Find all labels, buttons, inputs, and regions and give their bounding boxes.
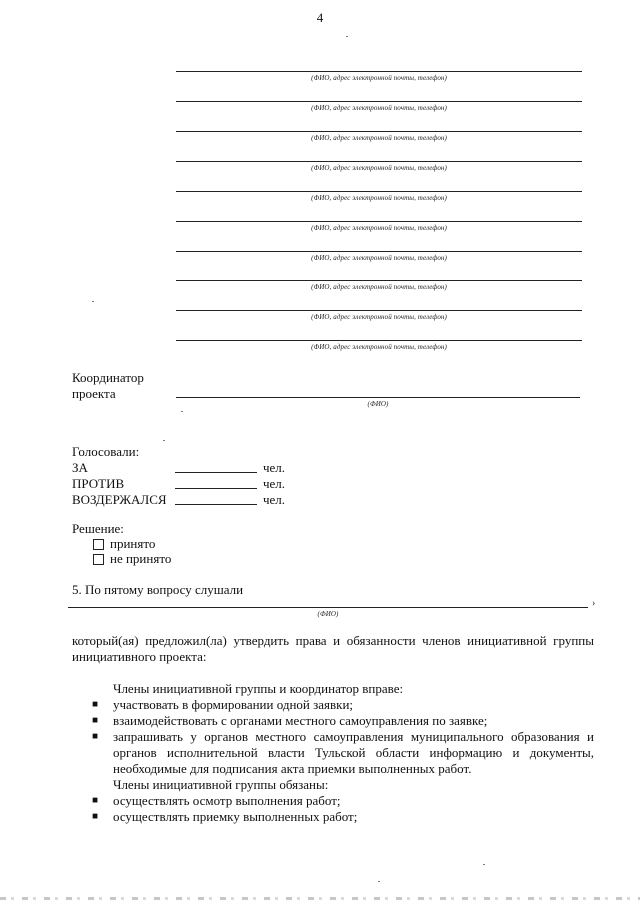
bullet-icon: ■	[92, 811, 99, 822]
vote-count-line	[175, 504, 257, 505]
signature-line	[176, 71, 582, 72]
decision-title: Решение:	[72, 521, 124, 536]
signature-caption: (ФИО, адрес электронной почты, телефон)	[311, 343, 447, 351]
rights-item: участвовать в формировании одной заявки;	[113, 697, 354, 712]
vote-label-against: ПРОТИВ	[72, 476, 125, 491]
rights-title: Члены инициативной группы и координатор вправе:	[113, 681, 404, 696]
scan-speck	[483, 864, 485, 865]
signature-line	[176, 191, 582, 192]
checkbox-accepted[interactable]	[93, 539, 104, 550]
item5-line	[68, 607, 588, 608]
vote-unit: чел.	[263, 460, 286, 475]
scan-speck	[92, 301, 94, 302]
voting-title: Голосовали:	[72, 444, 140, 459]
rights-item: запрашивать у органов местного самоуправления муниципального образования и органов исполнительной власти Тульской области информацию и документы, необходимые для подписания акта приемки выполненных работ.	[113, 729, 594, 776]
duties-title: Члены инициативной группы обязаны:	[113, 777, 329, 792]
duties-item: осуществлять осмотр выполнения работ;	[113, 793, 341, 808]
signature-caption: (ФИО, адрес электронной почты, телефон)	[311, 254, 447, 262]
signature-caption: (ФИО, адрес электронной почты, телефон)	[311, 134, 447, 142]
rights-item: взаимодействовать с органами местного самоуправления по заявке;	[113, 713, 488, 728]
signature-line	[176, 251, 582, 252]
scan-speck	[378, 881, 380, 882]
signature-line	[176, 340, 582, 341]
signature-line	[176, 101, 582, 102]
page-number: 4	[316, 10, 324, 25]
item5-caption: (ФИО)	[317, 610, 339, 618]
vote-count-line	[175, 488, 257, 489]
duties-item: осуществлять приемку выполненных работ;	[113, 809, 358, 824]
vote-count-line	[175, 472, 257, 473]
coordinator-line	[176, 397, 580, 398]
vote-label-for: ЗА	[72, 460, 88, 475]
bullet-icon: ■	[92, 731, 99, 742]
vote-unit: чел.	[263, 476, 286, 491]
checkbox-rejected[interactable]	[93, 554, 104, 565]
scan-speck	[163, 440, 165, 441]
signature-caption: (ФИО, адрес электронной почты, телефон)	[311, 224, 447, 232]
vote-unit: чел.	[263, 492, 286, 507]
scan-speck	[346, 36, 348, 37]
signature-line	[176, 221, 582, 222]
bullet-icon: ■	[92, 795, 99, 806]
vote-label-abstain: ВОЗДЕРЖАЛСЯ	[72, 492, 167, 507]
signature-caption: (ФИО, адрес электронной почты, телефон)	[311, 74, 447, 82]
coordinator-label-2: проекта	[72, 386, 116, 401]
coordinator-label: Координатор	[72, 370, 144, 385]
bullet-icon: ■	[92, 699, 99, 710]
item5-paragraph: который(ая) предложил(ла) утвердить права и обязанности членов инициативной группы инициативного проекта:	[72, 633, 594, 664]
item5-heading: 5. По пятому вопросу слушали	[72, 582, 244, 597]
decision-option-accepted: принято	[110, 536, 156, 551]
signature-caption: (ФИО, адрес электронной почты, телефон)	[311, 283, 447, 291]
coordinator-caption: (ФИО)	[367, 400, 389, 408]
scan-speck	[181, 411, 183, 412]
signature-line	[176, 280, 582, 281]
item5-mark: ›	[592, 598, 596, 609]
signature-caption: (ФИО, адрес электронной почты, телефон)	[311, 194, 447, 202]
signature-line	[176, 161, 582, 162]
signature-caption: (ФИО, адрес электронной почты, телефон)	[311, 104, 447, 112]
signature-caption: (ФИО, адрес электронной почты, телефон)	[311, 164, 447, 172]
scan-edge-noise	[0, 897, 640, 900]
bullet-icon: ■	[92, 715, 99, 726]
signature-line	[176, 310, 582, 311]
decision-option-rejected: не принято	[110, 551, 172, 566]
signature-caption: (ФИО, адрес электронной почты, телефон)	[311, 313, 447, 321]
signature-line	[176, 131, 582, 132]
